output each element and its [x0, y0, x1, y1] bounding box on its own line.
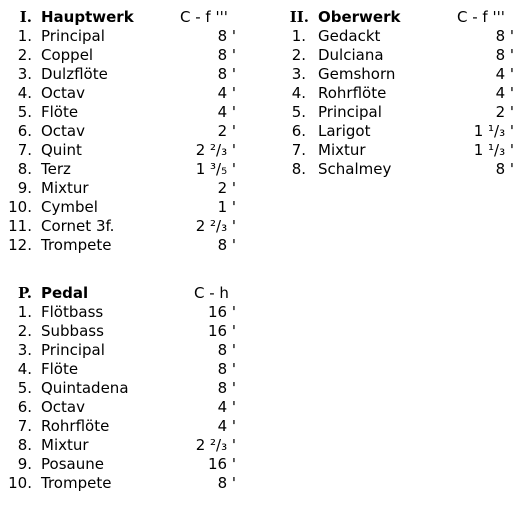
stop-row — [0, 46, 236, 65]
stop-pitch: 8 ' — [217, 474, 236, 492]
stop-pitch: 4 ' — [217, 103, 236, 121]
stop-name: Dulciana — [318, 46, 384, 64]
stop-name: Quint — [41, 141, 82, 159]
stop-number: 7. — [17, 141, 32, 159]
stop-number: 4. — [17, 84, 32, 102]
stop-row — [0, 65, 236, 84]
stop-number: 9. — [17, 455, 32, 473]
stop-row — [0, 455, 236, 474]
stop-row — [0, 236, 236, 255]
stop-pitch: 1 ¹/₃ ' — [473, 141, 514, 159]
stop-pitch: 4 ' — [217, 398, 236, 416]
stop-name: Octav — [41, 122, 86, 140]
stop-pitch: 8 ' — [495, 160, 514, 178]
stop-name: Octav — [41, 84, 86, 102]
stop-pitch: 4 ' — [217, 84, 236, 102]
stop-pitch: 1 ¹/₃ ' — [473, 122, 514, 140]
stop-name: Cornet 3f. — [41, 217, 115, 235]
stop-row — [0, 198, 236, 217]
compass-range: C - f ''' — [457, 8, 505, 26]
stop-number: 10. — [8, 474, 32, 492]
stop-pitch: 8 ' — [217, 379, 236, 397]
stop-row — [277, 160, 514, 179]
stop-name: Larigot — [318, 122, 371, 140]
stop-pitch: 4 ' — [217, 417, 236, 435]
stop-number: 9. — [17, 179, 32, 197]
division-pedal — [0, 284, 236, 493]
stop-row — [0, 303, 236, 322]
stop-name: Rohrflöte — [318, 84, 387, 102]
stop-pitch: 8 ' — [217, 360, 236, 378]
stop-name: Trompete — [41, 236, 112, 254]
stop-pitch: 8 ' — [217, 65, 236, 83]
stop-row — [277, 84, 514, 103]
stop-number: 8. — [17, 436, 32, 454]
stop-name: Coppel — [41, 46, 94, 64]
stop-pitch: 8 ' — [495, 46, 514, 64]
division-numeral: I. — [19, 8, 32, 26]
stop-number: 3. — [17, 341, 32, 359]
stop-number: 4. — [17, 360, 32, 378]
stop-number: 10. — [8, 198, 32, 216]
stop-number: 2. — [291, 46, 306, 64]
stop-pitch: 16 ' — [208, 303, 236, 321]
stop-number: 5. — [17, 379, 32, 397]
stop-number: 8. — [291, 160, 306, 178]
stop-row — [0, 160, 236, 179]
stop-row — [0, 417, 236, 436]
stop-pitch: 2 ²/₃ ' — [195, 217, 236, 235]
stop-pitch: 8 ' — [495, 27, 514, 45]
stop-row — [0, 436, 236, 455]
stop-number: 2. — [17, 46, 32, 64]
stop-row — [0, 122, 236, 141]
stop-number: 1. — [291, 27, 306, 45]
stop-pitch: 2 ²/₃ ' — [195, 436, 236, 454]
stop-name: Dulzflöte — [41, 65, 108, 83]
stop-name: Cymbel — [41, 198, 98, 216]
stop-name: Flöte — [41, 103, 79, 121]
stop-pitch: 4 ' — [495, 65, 514, 83]
stop-name: Principal — [41, 341, 105, 359]
stop-list — [0, 303, 236, 493]
stop-number: 7. — [17, 417, 32, 435]
division-title: Pedal — [41, 284, 89, 302]
stop-row — [0, 398, 236, 417]
stop-number: 6. — [291, 122, 306, 140]
stop-list — [277, 27, 514, 179]
stop-row — [0, 217, 236, 236]
stop-row — [277, 122, 514, 141]
stop-row — [277, 141, 514, 160]
stop-name: Principal — [41, 27, 105, 45]
stop-pitch: 8 ' — [217, 46, 236, 64]
stop-row — [0, 360, 236, 379]
stop-number: 11. — [8, 217, 32, 235]
stop-name: Flöte — [41, 360, 79, 378]
stop-pitch: 2 ' — [217, 122, 236, 140]
stop-row — [0, 341, 236, 360]
stop-number: 6. — [17, 398, 32, 416]
stop-number: 1. — [17, 303, 32, 321]
stop-number: 1. — [17, 27, 32, 45]
stop-pitch: 16 ' — [208, 322, 236, 340]
stop-number: 2. — [17, 322, 32, 340]
division-oberwerk — [277, 8, 514, 179]
division-numeral: II. — [289, 8, 309, 26]
stop-list — [0, 27, 236, 255]
stop-row — [0, 379, 236, 398]
stop-row — [277, 27, 514, 46]
stop-name: Octav — [41, 398, 86, 416]
division-header — [0, 284, 236, 303]
stop-name: Subbass — [41, 322, 104, 340]
compass-range: C - f ''' — [180, 8, 228, 26]
stop-number: 12. — [8, 236, 32, 254]
division-title: Hauptwerk — [41, 8, 134, 26]
stop-pitch: 2 ²/₃ ' — [195, 141, 236, 159]
division-hauptwerk — [0, 8, 236, 255]
stop-name: Posaune — [41, 455, 104, 473]
stop-name: Gemshorn — [318, 65, 396, 83]
stop-number: 3. — [17, 65, 32, 83]
division-title: Oberwerk — [318, 8, 401, 26]
division-header — [277, 8, 514, 27]
stop-row — [0, 474, 236, 493]
stop-pitch: 1 ' — [217, 198, 236, 216]
stop-row — [0, 84, 236, 103]
stop-pitch: 16 ' — [208, 455, 236, 473]
stop-row — [0, 141, 236, 160]
stop-name: Rohrflöte — [41, 417, 110, 435]
stop-name: Mixtur — [41, 179, 89, 197]
division-header — [0, 8, 236, 27]
stop-name: Gedackt — [318, 27, 381, 45]
stop-name: Terz — [41, 160, 71, 178]
stop-number: 4. — [291, 84, 306, 102]
stop-number: 5. — [291, 103, 306, 121]
stop-name: Schalmey — [318, 160, 392, 178]
stop-row — [0, 179, 236, 198]
stop-name: Quintadena — [41, 379, 129, 397]
stop-pitch: 4 ' — [495, 84, 514, 102]
stop-row — [0, 103, 236, 122]
stop-name: Principal — [318, 103, 382, 121]
stop-name: Flötbass — [41, 303, 104, 321]
stop-row — [277, 65, 514, 84]
stop-name: Trompete — [41, 474, 112, 492]
stop-number: 3. — [291, 65, 306, 83]
stop-number: 8. — [17, 160, 32, 178]
stop-row — [0, 322, 236, 341]
stop-pitch: 8 ' — [217, 27, 236, 45]
stop-row — [0, 27, 236, 46]
stop-name: Mixtur — [318, 141, 366, 159]
stop-row — [277, 46, 514, 65]
stop-number: 5. — [17, 103, 32, 121]
stop-pitch: 1 ³/₅ ' — [195, 160, 236, 178]
stop-number: 7. — [291, 141, 306, 159]
stop-pitch: 2 ' — [217, 179, 236, 197]
stop-name: Mixtur — [41, 436, 89, 454]
stop-pitch: 2 ' — [495, 103, 514, 121]
stop-pitch: 8 ' — [217, 236, 236, 254]
stop-number: 6. — [17, 122, 32, 140]
stop-row — [277, 103, 514, 122]
division-numeral: P. — [17, 284, 32, 302]
compass-range: C - h — [194, 284, 229, 302]
stop-pitch: 8 ' — [217, 341, 236, 359]
